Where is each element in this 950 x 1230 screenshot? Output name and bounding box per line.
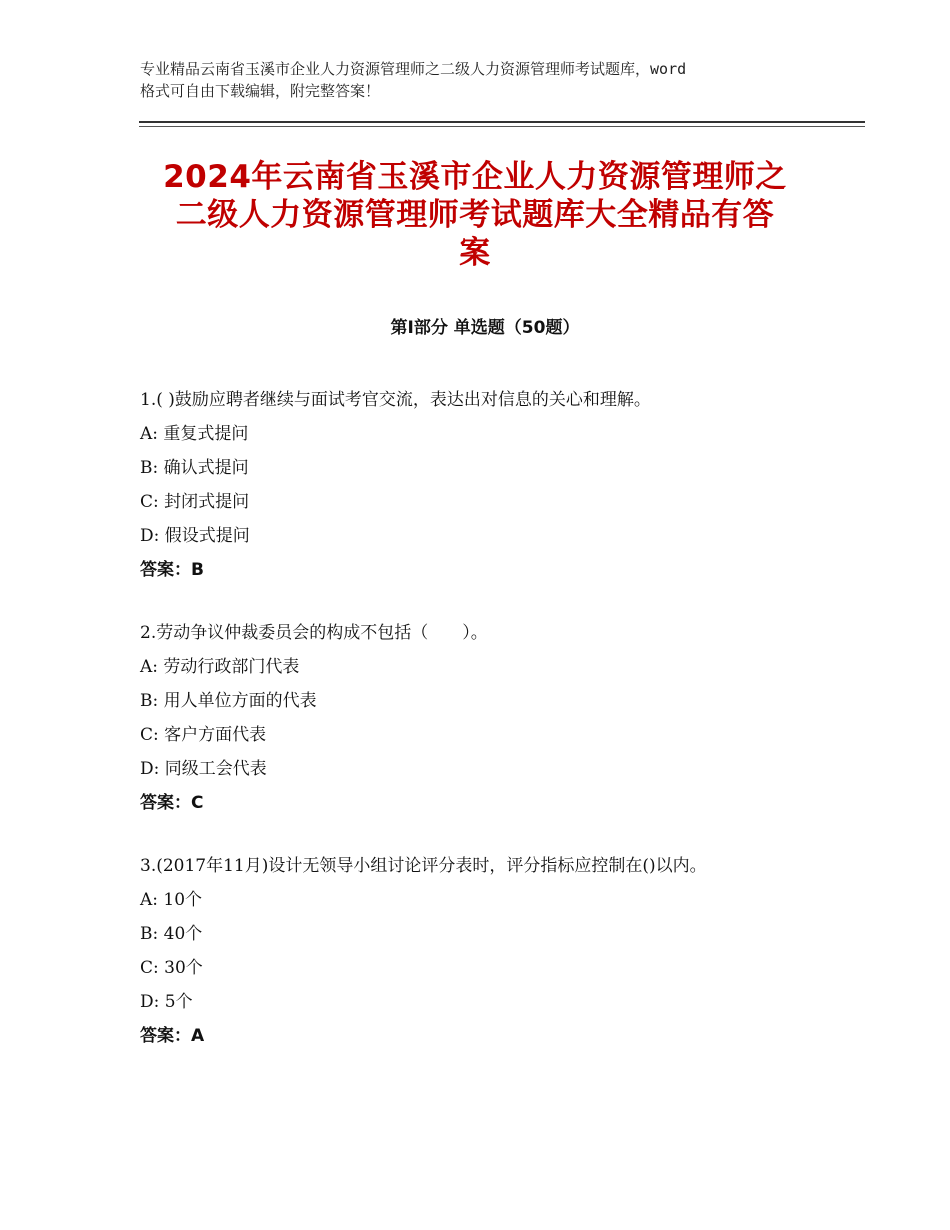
question-stem: 1.( )鼓励应聘者继续与面试考官交流，表达出对信息的关心和理解。: [140, 390, 651, 410]
header-note-line-2: 格式可自由下载编辑，附完整答案！: [140, 82, 381, 100]
option-b: B: 用人单位方面的代表: [140, 691, 317, 711]
document-title: [130, 158, 820, 272]
question-list: [140, 383, 820, 1082]
header-rule-thick: [139, 121, 865, 123]
answer: 答案：B: [140, 560, 204, 580]
option-c: C: 封闭式提问: [140, 492, 250, 512]
option-c: C: 30个: [140, 958, 203, 978]
option-a: A: 劳动行政部门代表: [140, 657, 300, 677]
header-note: [140, 58, 830, 102]
header-rule-thin: [139, 126, 865, 127]
option-a: A: 重复式提问: [140, 424, 249, 444]
document-title-line-3: 案: [459, 235, 491, 271]
question-stem: 3.(2017年11月)设计无领导小组讨论评分表时，评分指标应控制在()以内。: [140, 856, 707, 876]
option-d: D: 同级工会代表: [140, 759, 267, 779]
option-d: D: 5个: [140, 992, 193, 1012]
section-title: 第Ⅰ部分 单选题（50题）: [390, 318, 580, 338]
option-d: D: 假设式提问: [140, 526, 250, 546]
option-b: B: 40个: [140, 924, 203, 944]
question-stem: 2.劳动争议仲裁委员会的构成不包括（ ）。: [140, 623, 488, 643]
document-title-line-1: 2024年云南省玉溪市企业人力资源管理师之: [163, 159, 787, 195]
answer: 答案：A: [140, 1026, 205, 1046]
header-note-line-1: 专业精品云南省玉溪市企业人力资源管理师之二级人力资源管理师考试题库，word: [140, 60, 687, 78]
question-1: [140, 383, 820, 587]
question-2: [140, 616, 820, 820]
question-3: [140, 849, 820, 1053]
option-a: A: 10个: [140, 890, 203, 910]
option-b: B: 确认式提问: [140, 458, 249, 478]
option-c: C: 客户方面代表: [140, 725, 267, 745]
answer: 答案：C: [140, 793, 204, 813]
document-title-line-2: 二级人力资源管理师考试题库大全精品有答: [175, 197, 775, 233]
